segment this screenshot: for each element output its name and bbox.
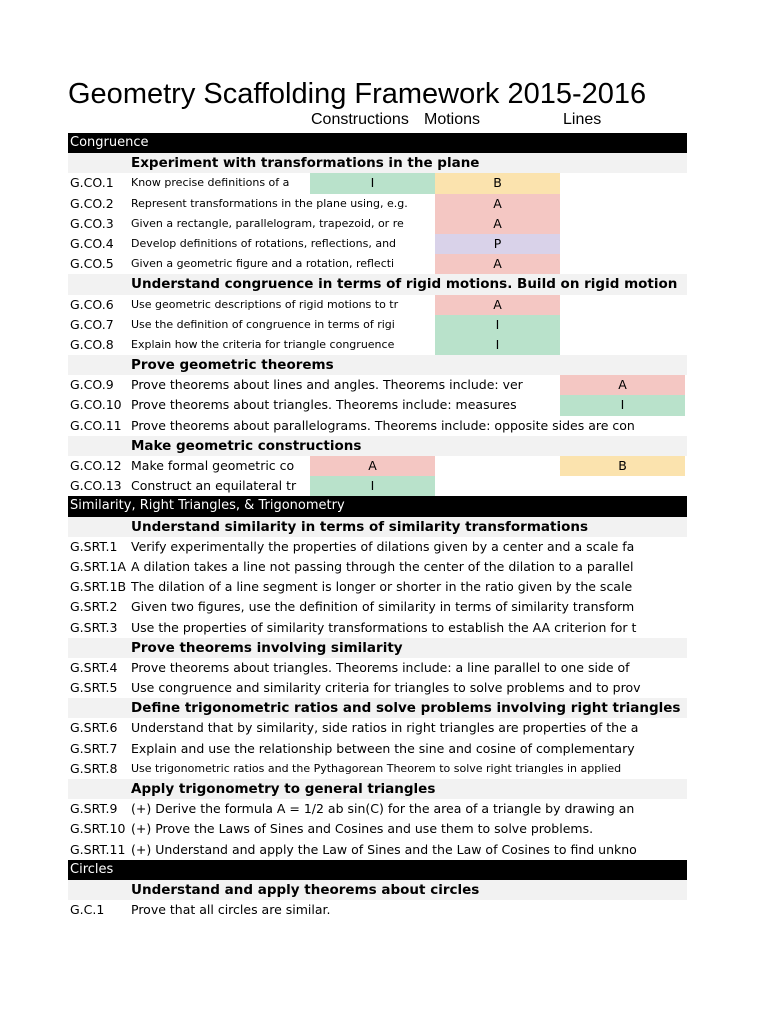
- standard-row: [68, 375, 687, 395]
- standard-description: Verify experimentally the properties of dilations given by a center and a scale fa: [131, 538, 635, 554]
- standard-code: G.SRT.3: [70, 619, 118, 635]
- standard-row: [68, 416, 687, 436]
- rating-cell: B: [435, 173, 560, 193]
- category-label: Define trigonometric ratios and solve problems involving right triangles: [131, 700, 681, 717]
- standard-description: (+) Derive the formula A = 1/2 ab sin(C) for the area of a triangle by drawing an: [131, 801, 635, 817]
- category-label: Understand similarity in terms of similarity transformations: [131, 518, 588, 535]
- category-label: Understand and apply theorems about circles: [131, 881, 480, 898]
- standard-description: Explain how the criteria for triangle congruence: [131, 337, 395, 351]
- standard-row: [68, 315, 687, 335]
- column-header-constructions: Constructions: [311, 111, 409, 128]
- standard-code: G.SRT.1: [70, 538, 118, 554]
- standard-description: Given two figures, use the definition of similarity in terms of similarity transform: [131, 599, 635, 615]
- standard-row: [68, 759, 687, 779]
- standard-description: Develop definitions of rotations, reflections, and: [131, 236, 397, 250]
- standard-row: [68, 718, 687, 738]
- standard-code: G.SRT.5: [70, 680, 118, 696]
- standard-description: Given a rectangle, parallelogram, trapezoid, or re: [131, 216, 404, 230]
- category-header: [68, 274, 687, 294]
- standard-row: [68, 597, 687, 617]
- column-header-motions: Motions: [424, 111, 481, 128]
- standard-description: Explain and use the relationship between the sine and cosine of complementary: [131, 740, 635, 756]
- standard-code: G.SRT.6: [70, 720, 118, 736]
- standard-row: [68, 295, 687, 315]
- category-label: Apply trigonometry to general triangles: [131, 781, 436, 797]
- rating-cell: I: [560, 395, 685, 415]
- standard-code: G.SRT.10: [70, 821, 126, 837]
- standard-code: G.SRT.9: [70, 801, 118, 817]
- standard-description: (+) Understand and apply the Law of Sines and the Law of Cosines to find unkno: [131, 841, 637, 857]
- category-header: [68, 436, 687, 456]
- category-header: [68, 517, 687, 537]
- standard-row: [68, 476, 687, 496]
- column-header-lines: Lines: [563, 111, 602, 128]
- section-label: Similarity, Right Triangles, & Trigonometry: [70, 498, 345, 514]
- section-label: Circles: [70, 861, 114, 877]
- standard-code: G.CO.9: [70, 377, 114, 393]
- rating-cell: I: [435, 315, 560, 335]
- rating-cell: A: [435, 295, 560, 315]
- standard-description: Prove theorems about parallelograms. Theorems include: opposite sides are con: [131, 417, 635, 433]
- standard-description: Use the definition of congruence in terms of rigi: [131, 317, 395, 331]
- standard-code: G.CO.7: [70, 316, 114, 332]
- standard-code: G.SRT.1B: [70, 579, 127, 595]
- standard-code: G.CO.1: [70, 175, 114, 191]
- section-label: Congruence: [70, 135, 149, 150]
- category-label: Make geometric constructions: [131, 437, 362, 454]
- standard-description: Use trigonometric ratios and the Pythagorean Theorem to solve right triangles in applied: [131, 761, 622, 775]
- standard-row: [68, 254, 687, 274]
- standard-description: The dilation of a line segment is longer or shorter in the ratio given by the scale: [131, 579, 633, 595]
- standard-description: (+) Prove the Laws of Sines and Cosines and use them to solve problems.: [131, 821, 594, 837]
- standard-description: Represent transformations in the plane using, e.g.: [131, 196, 408, 210]
- standard-row: [68, 395, 687, 415]
- standard-code: G.C.1: [70, 902, 105, 918]
- standard-row: [68, 557, 687, 577]
- standard-row: [68, 234, 687, 254]
- standard-code: G.SRT.11: [70, 841, 126, 857]
- standard-code: G.SRT.7: [70, 740, 118, 756]
- standard-description: Prove theorems about triangles. Theorems include: measures: [131, 397, 517, 413]
- standard-row: [68, 618, 687, 638]
- standard-code: G.CO.11: [70, 417, 122, 433]
- standard-row: [68, 537, 687, 557]
- category-label: Understand congruence in terms of rigid motions. Build on rigid motion: [131, 276, 678, 293]
- standard-row: [68, 739, 687, 759]
- rating-cell: P: [435, 234, 560, 254]
- standard-code: G.SRT.4: [70, 659, 118, 675]
- rating-cell: A: [310, 456, 435, 476]
- standard-code: G.CO.8: [70, 336, 114, 352]
- rating-cell: I: [435, 335, 560, 355]
- rating-cell: A: [435, 214, 560, 234]
- standard-code: G.SRT.1A: [70, 558, 126, 574]
- rating-cell: I: [310, 476, 435, 496]
- section-header: [68, 860, 687, 880]
- standard-row: [68, 335, 687, 355]
- standard-code: G.CO.3: [70, 215, 114, 231]
- page-title: Geometry Scaffolding Framework 2015-2016: [68, 78, 647, 110]
- category-header: [68, 638, 687, 658]
- rating-cell: A: [435, 194, 560, 214]
- standard-code: G.CO.12: [70, 458, 122, 473]
- standard-code: G.SRT.8: [70, 760, 118, 776]
- standard-code: G.SRT.2: [70, 599, 118, 615]
- standard-description: Prove that all circles are similar.: [131, 902, 331, 918]
- section-header: [68, 133, 687, 153]
- standard-description: Prove theorems about lines and angles. Theorems include: ver: [131, 377, 523, 393]
- category-label: Prove theorems involving similarity: [131, 639, 403, 656]
- section-header: [68, 496, 687, 516]
- standard-description: Construct an equilateral tr: [131, 478, 297, 494]
- standard-row: [68, 194, 687, 214]
- standard-code: G.CO.10: [70, 397, 122, 413]
- standard-row: [68, 678, 687, 698]
- standard-row: [68, 456, 687, 476]
- category-header: [68, 779, 687, 799]
- standard-description: Use congruence and similarity criteria for triangles to solve problems and to prov: [131, 680, 641, 696]
- rating-cell: I: [310, 173, 435, 193]
- standard-description: Use the properties of similarity transformations to establish the AA criterion for t: [131, 619, 637, 635]
- category-header: [68, 880, 687, 900]
- standard-row: [68, 577, 687, 597]
- standard-description: A dilation takes a line not passing through the center of the dilation to a parallel: [131, 558, 634, 574]
- category-label: Prove geometric theorems: [131, 357, 334, 374]
- standard-description: Make formal geometric co: [131, 458, 295, 473]
- standard-code: G.CO.5: [70, 256, 114, 272]
- standard-description: Given a geometric figure and a rotation, reflecti: [131, 257, 395, 271]
- standard-description: Use geometric descriptions of rigid motions to tr: [131, 297, 399, 311]
- standard-description: Understand that by similarity, side ratios in right triangles are properties of the a: [131, 720, 639, 736]
- standard-row: [68, 900, 687, 920]
- standard-description: Prove theorems about triangles. Theorems include: a line parallel to one side of: [131, 659, 630, 675]
- standard-code: G.CO.6: [70, 296, 114, 312]
- standard-row: [68, 173, 687, 193]
- standard-code: G.CO.4: [70, 235, 114, 251]
- rating-cell: A: [435, 254, 560, 274]
- standard-code: G.CO.13: [70, 478, 122, 494]
- category-header: [68, 698, 687, 718]
- standard-row: [68, 658, 687, 678]
- standards-table: [68, 133, 687, 920]
- rating-cell: A: [560, 375, 685, 395]
- standard-row: [68, 819, 687, 839]
- standard-description: Know precise definitions of a: [131, 176, 290, 190]
- category-label: Experiment with transformations in the plane: [131, 155, 480, 172]
- standard-row: [68, 799, 687, 819]
- standard-row: [68, 214, 687, 234]
- rating-cell: B: [560, 456, 685, 476]
- standard-row: [68, 840, 687, 860]
- category-header: [68, 355, 687, 375]
- category-header: [68, 153, 687, 173]
- standard-code: G.CO.2: [70, 195, 114, 211]
